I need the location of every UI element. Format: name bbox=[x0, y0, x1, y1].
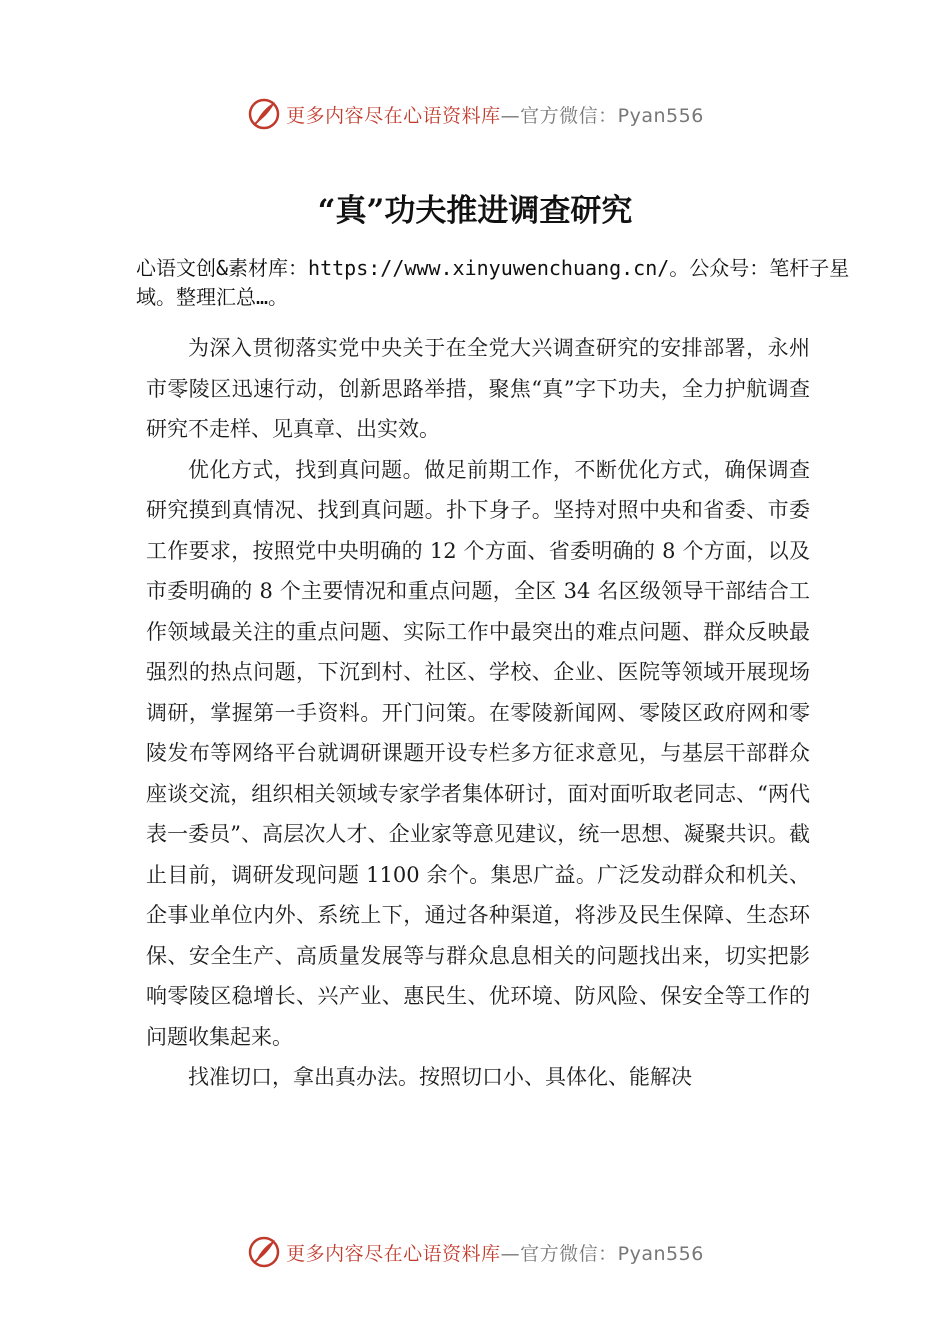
feather-pen-icon bbox=[246, 96, 282, 132]
footer-watermark bbox=[0, 1232, 950, 1272]
watermark-red-text: 更多内容尽在心语资料库 bbox=[286, 1242, 501, 1265]
watermark-red-text: 更多内容尽在心语资料库 bbox=[286, 104, 501, 127]
paragraph-1: 为深入贯彻落实党中央关于在全党大兴调查研究的安排部署，永州市零陵区迅速行动，创新思路举措，聚焦“真”字下功夫，全力护航调查研究不走样、见真章、出实效。 bbox=[146, 336, 810, 441]
watermark-gray-text: —官方微信：Pyan556 bbox=[500, 1242, 704, 1265]
source-line: 心语文创&素材库：https://www.xinyuwenchuang.cn/。公众号：笔杆子星域。整理汇总…。 bbox=[136, 256, 850, 309]
document-title: “真”功夫推进调查研究 bbox=[317, 193, 633, 229]
document-body bbox=[146, 328, 810, 1098]
paragraph-3: 找准切口，拿出真办法。按照切口小、具体化、能解决 bbox=[188, 1065, 692, 1089]
watermark-gray-text: —官方微信：Pyan556 bbox=[500, 104, 704, 127]
paragraph-2: 优化方式，找到真问题。做足前期工作，不断优化方式，确保调查研究摸到真情况、找到真问题。扑下身子。坚持对照中央和省委、市委工作要求，按照党中央明确的 12 个方面、省委明确的 8 个方面，以及市委明确的 8 个主要情况和重点问题，全区 34 名区级领导干部结合工作领域最关注的重点问题、实际工作中最突出的难点问题、群众反映最强烈的热点问题，下沉到村、社区、学校、企业、医院等领域开展现场调研，掌握第一手资料。开门问策。在零陵新闻网、零陵区政府网和零陵发布等网络平台就调研课题开设专栏多方征求意见，与基层干部群众座谈交流，组织相关领域专家学者集体研讨，面对面听取老同志、“两代表一委员”、高层次人才、企业家等意见建议，统一思想、凝聚共识。截止目前，调研发现问题 1100 余个。集思广益。广泛发动群众和机关、企事业单位内外、系统上下，通过各种渠道，将涉及民生保障、生态环保、安全生产、高质量发展等与群众息息相关的问题找出来，切实把影响零陵区稳增长、兴产业、惠民生、优环境、防风险、保安全等工作的问题收集起来。 bbox=[146, 457, 810, 1049]
header-watermark bbox=[0, 94, 950, 134]
feather-pen-icon bbox=[246, 1234, 282, 1270]
